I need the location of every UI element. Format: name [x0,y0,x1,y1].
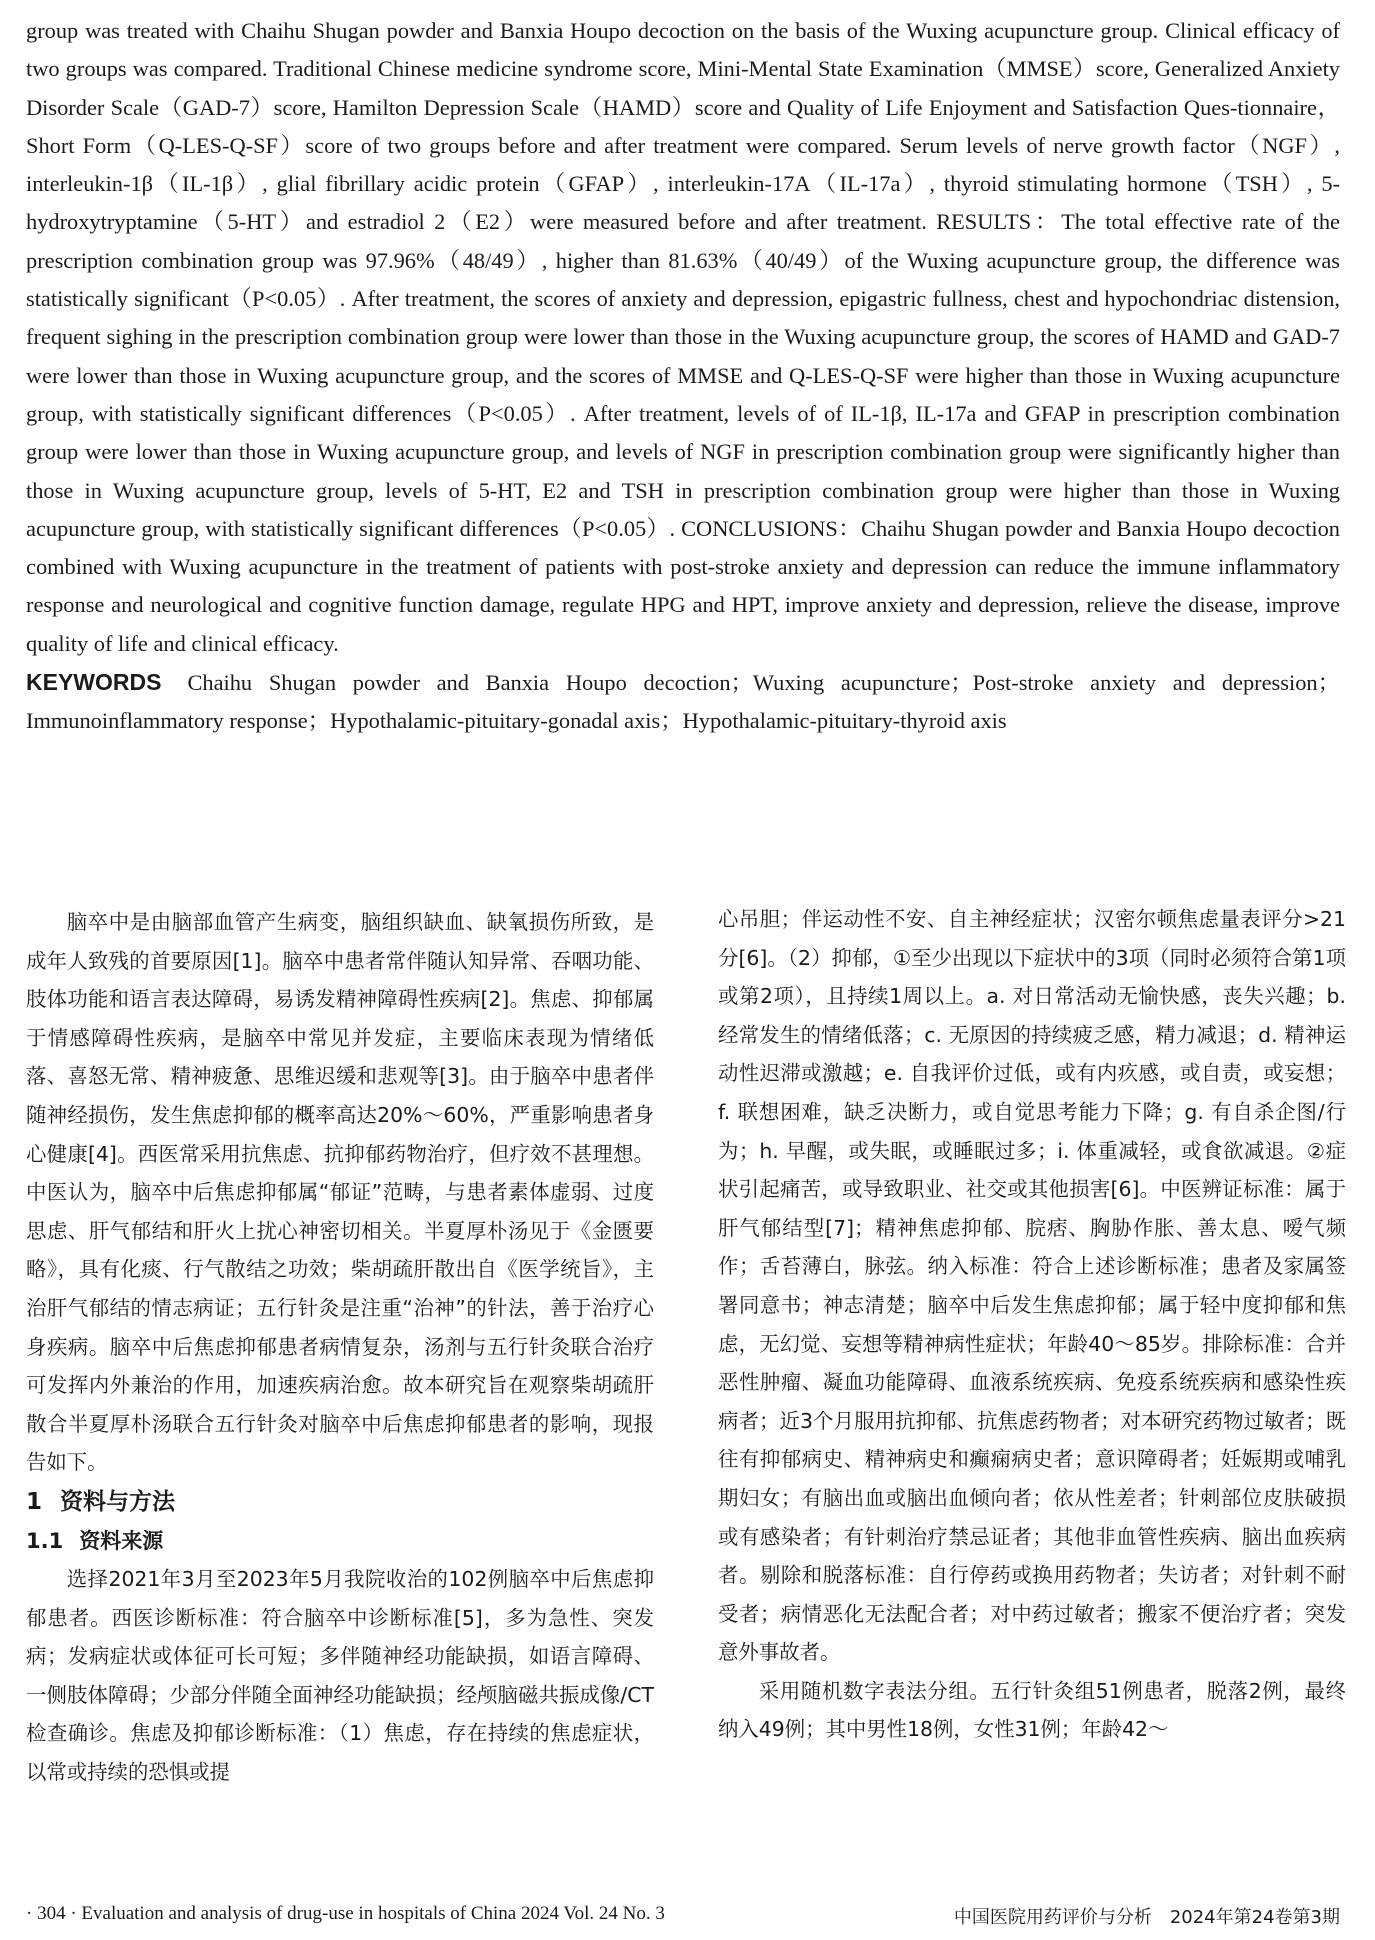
keywords-label: KEYWORDS [26,669,162,696]
section-title: 资料与方法 [60,1488,176,1515]
subsection-number: 1.1 [26,1528,64,1553]
right-column [718,900,1346,1749]
abstract-body: group was treated with Chaihu Shugan powder and Banxia Houpo decoction on the basis of the Wuxing acupuncture group. Clinical efficacy of two groups was compared. Traditional Chinese medicine syndrome score, Mini-Mental State Examination（MMSE）score, Generalized Anxiety Disorder Scale（GAD-7）score, Hamilton Depression Scale（HAMD）score and Quality of Life Enjoyment and Satisfaction Ques-tionnaire，Short Form（Q-LES-Q-SF）score of two groups before and after treatment were compared. Serum levels of nerve growth factor（NGF）, interleukin-1β（IL-1β）, glial fibrillary acidic protein（GFAP）, interleukin-17A（IL-17a）, thyroid stimulating hormone（TSH）, 5-hydroxytryptamine（5-HT）and estradiol 2（E2）were measured before and after treatment. RESULTS：The total effective rate of the prescription combination group was 97.96%（48/49）, higher than 81.63%（40/49）of the Wuxing acupuncture group, the difference was statistically significant（P<0.05）. After treatment, the scores of anxiety and depression, epigastric fullness, chest and hypochondriac distension, frequent sighing in the prescription combination group were lower than those in the Wuxing acupuncture group, the scores of HAMD and GAD-7 were lower than those in Wuxing acupuncture group, and the scores of MMSE and Q-LES-Q-SF were higher than those in Wuxing acupuncture group, with statistically significant differences（P<0.05）. After treatment, levels of of IL-1β, IL-17a and GFAP in prescription combination group were lower than those in Wuxing acupuncture group, and levels of NGF in prescription combination group were significantly higher than those in Wuxing acupuncture group, levels of 5-HT, E2 and TSH in prescription combination group were higher than those in Wuxing acupuncture group, with statistically significant differences（P<0.05）. CONCLUSIONS：Chaihu Shugan powder and Banxia Houpo decoction combined with Wuxing acupuncture in the treatment of patients with post-stroke anxiety and depression can reduce the immune inflammatory response and neurological and cognitive function damage, regulate HPG and HPT, improve anxiety and depression, relieve the disease, improve quality of life and clinical efficacy. [26,18,1340,656]
source-paragraph: 选择2021年3月至2023年5月我院收治的102例脑卒中后焦虑抑郁患者。西医诊断标准：符合脑卒中诊断标准[5]，多为急性、突发病；发病症状或体征可长可短；多伴随神经功能缺损，如语言障碍、一侧肢体障碍；少部分伴随全面神经功能缺损；经颅脑磁共振成像/CT检查确诊。焦虑及抑郁诊断标准：（1）焦虑，存在持续的焦虑症状，以常或持续的恐惧或提 [26,1566,654,1784]
keywords-text: Chaihu Shugan powder and Banxia Houpo decoction；Wuxing acupuncture；Post-stroke anxiety and depression；Immunoinflammatory response；Hypothalamic-pituitary-gonadal axis；Hypothalamic-pituitary-thyroid axis [26,670,1340,734]
subsection-title: 资料来源 [79,1528,164,1553]
keywords-line [26,663,1340,741]
section-number: 1 [26,1488,43,1515]
english-abstract [26,12,1340,741]
page-footer [26,1903,1340,1931]
footer-journal-cn: 中国医院用药评价与分析 2024年第24卷第3期 [953,1907,1340,1928]
criteria-paragraph: 心吊胆；伴运动性不安、自主神经症状；汉密尔顿焦虑量表评分>21分[6]。（2）抑郁，①至少出现以下症状中的3项（同时必须符合第1项或第2项），且持续1周以上。a. 对日常活动无愉快感，丧失兴趣；b. 经常发生的情绪低落；c. 无原因的持续疲乏感，精力减退；d. 精神运动性迟滞或激越；e. 自我评价过低，或有内疚感，或自责，或妄想；f. 联想困难，缺乏决断力，或自觉思考能力下降；g. 有自杀企图/行为；h. 早醒，或失眠，或睡眠过多；i. 体重减轻，或食欲减退。②症状引起痛苦，或导致职业、社交或其他损害[6]。中医辨证标准：属于肝气郁结型[7]；精神焦虑抑郁、脘痞、胸胁作胀、善太息、嗳气频作；舌苔薄白，脉弦。纳入标准：符合上述诊断标准；患者及家属签署同意书；神志清楚；脑卒中后发生焦虑抑郁；属于轻中度抑郁和焦虑，无幻觉、妄想等精神病性症状；年龄40～85岁。排除标准：合并恶性肿瘤、凝血功能障碍、血液系统疾病、免疫系统疾病和感染性疾病者；近3个月服用抗抑郁、抗焦虑药物者；对本研究药物过敏者；既往有抑郁病史、精神病史和癫痫病史者；意识障碍者；妊娠期或哺乳期妇女；有脑出血或脑出血倾向者；依从性差者；针刺部位皮肤破损或有感染者；有针刺治疗禁忌证者；其他非血管性疾病、脑出血疾病者。剔除和脱落标准：自行停药或换用药物者；失访者；对针刺不耐受者；病情恶化无法配合者；对中药过敏者；搬家不便治疗者；突发意外事故者。 [718,907,1346,1665]
footer-journal-en: · 304 · Evaluation and analysis of drug-use in hospitals of China 2024 Vol. 24 No. 3 [26,1903,665,1924]
intro-paragraph: 脑卒中是由脑部血管产生病变，脑组织缺血、缺氧损伤所致，是成年人致残的首要原因[1]。脑卒中患者常伴随认知异常、吞咽功能、肢体功能和语言表达障碍，易诱发精神障碍性疾病[2]。焦虑、抑郁属于情感障碍性疾病，是脑卒中常见并发症，主要临床表现为情绪低落、喜怒无常、精神疲惫、思维迟缓和悲观等[3]。由于脑卒中患者伴随神经损伤，发生焦虑抑郁的概率高达20%～60%，严重影响患者身心健康[4]。西医常采用抗焦虑、抗抑郁药物治疗，但疗效不甚理想。中医认为，脑卒中后焦虑抑郁属“郁证”范畴，与患者素体虚弱、过度思虑、肝气郁结和肝火上扰心神密切相关。半夏厚朴汤见于《金匮要略》，具有化痰、行气散结之功效；柴胡疏肝散出自《医学统旨》，主治肝气郁结的情志病证；五行针灸是注重“治神”的针法，善于治疗心身疾病。脑卒中后焦虑抑郁患者病情复杂，汤剂与五行针灸联合治疗可发挥内外兼治的作用，加速疾病治愈。故本研究旨在观察柴胡疏肝散合半夏厚朴汤联合五行针灸对脑卒中后焦虑抑郁患者的影响，现报告如下。 [26,910,654,1475]
section-heading [26,1482,654,1522]
grouping-paragraph: 采用随机数字表法分组。五行针灸组51例患者，脱落2例，最终纳入49例；其中男性18例，女性31例；年龄42～ [718,1678,1346,1742]
left-column [26,903,654,1791]
subsection-heading [26,1522,654,1560]
